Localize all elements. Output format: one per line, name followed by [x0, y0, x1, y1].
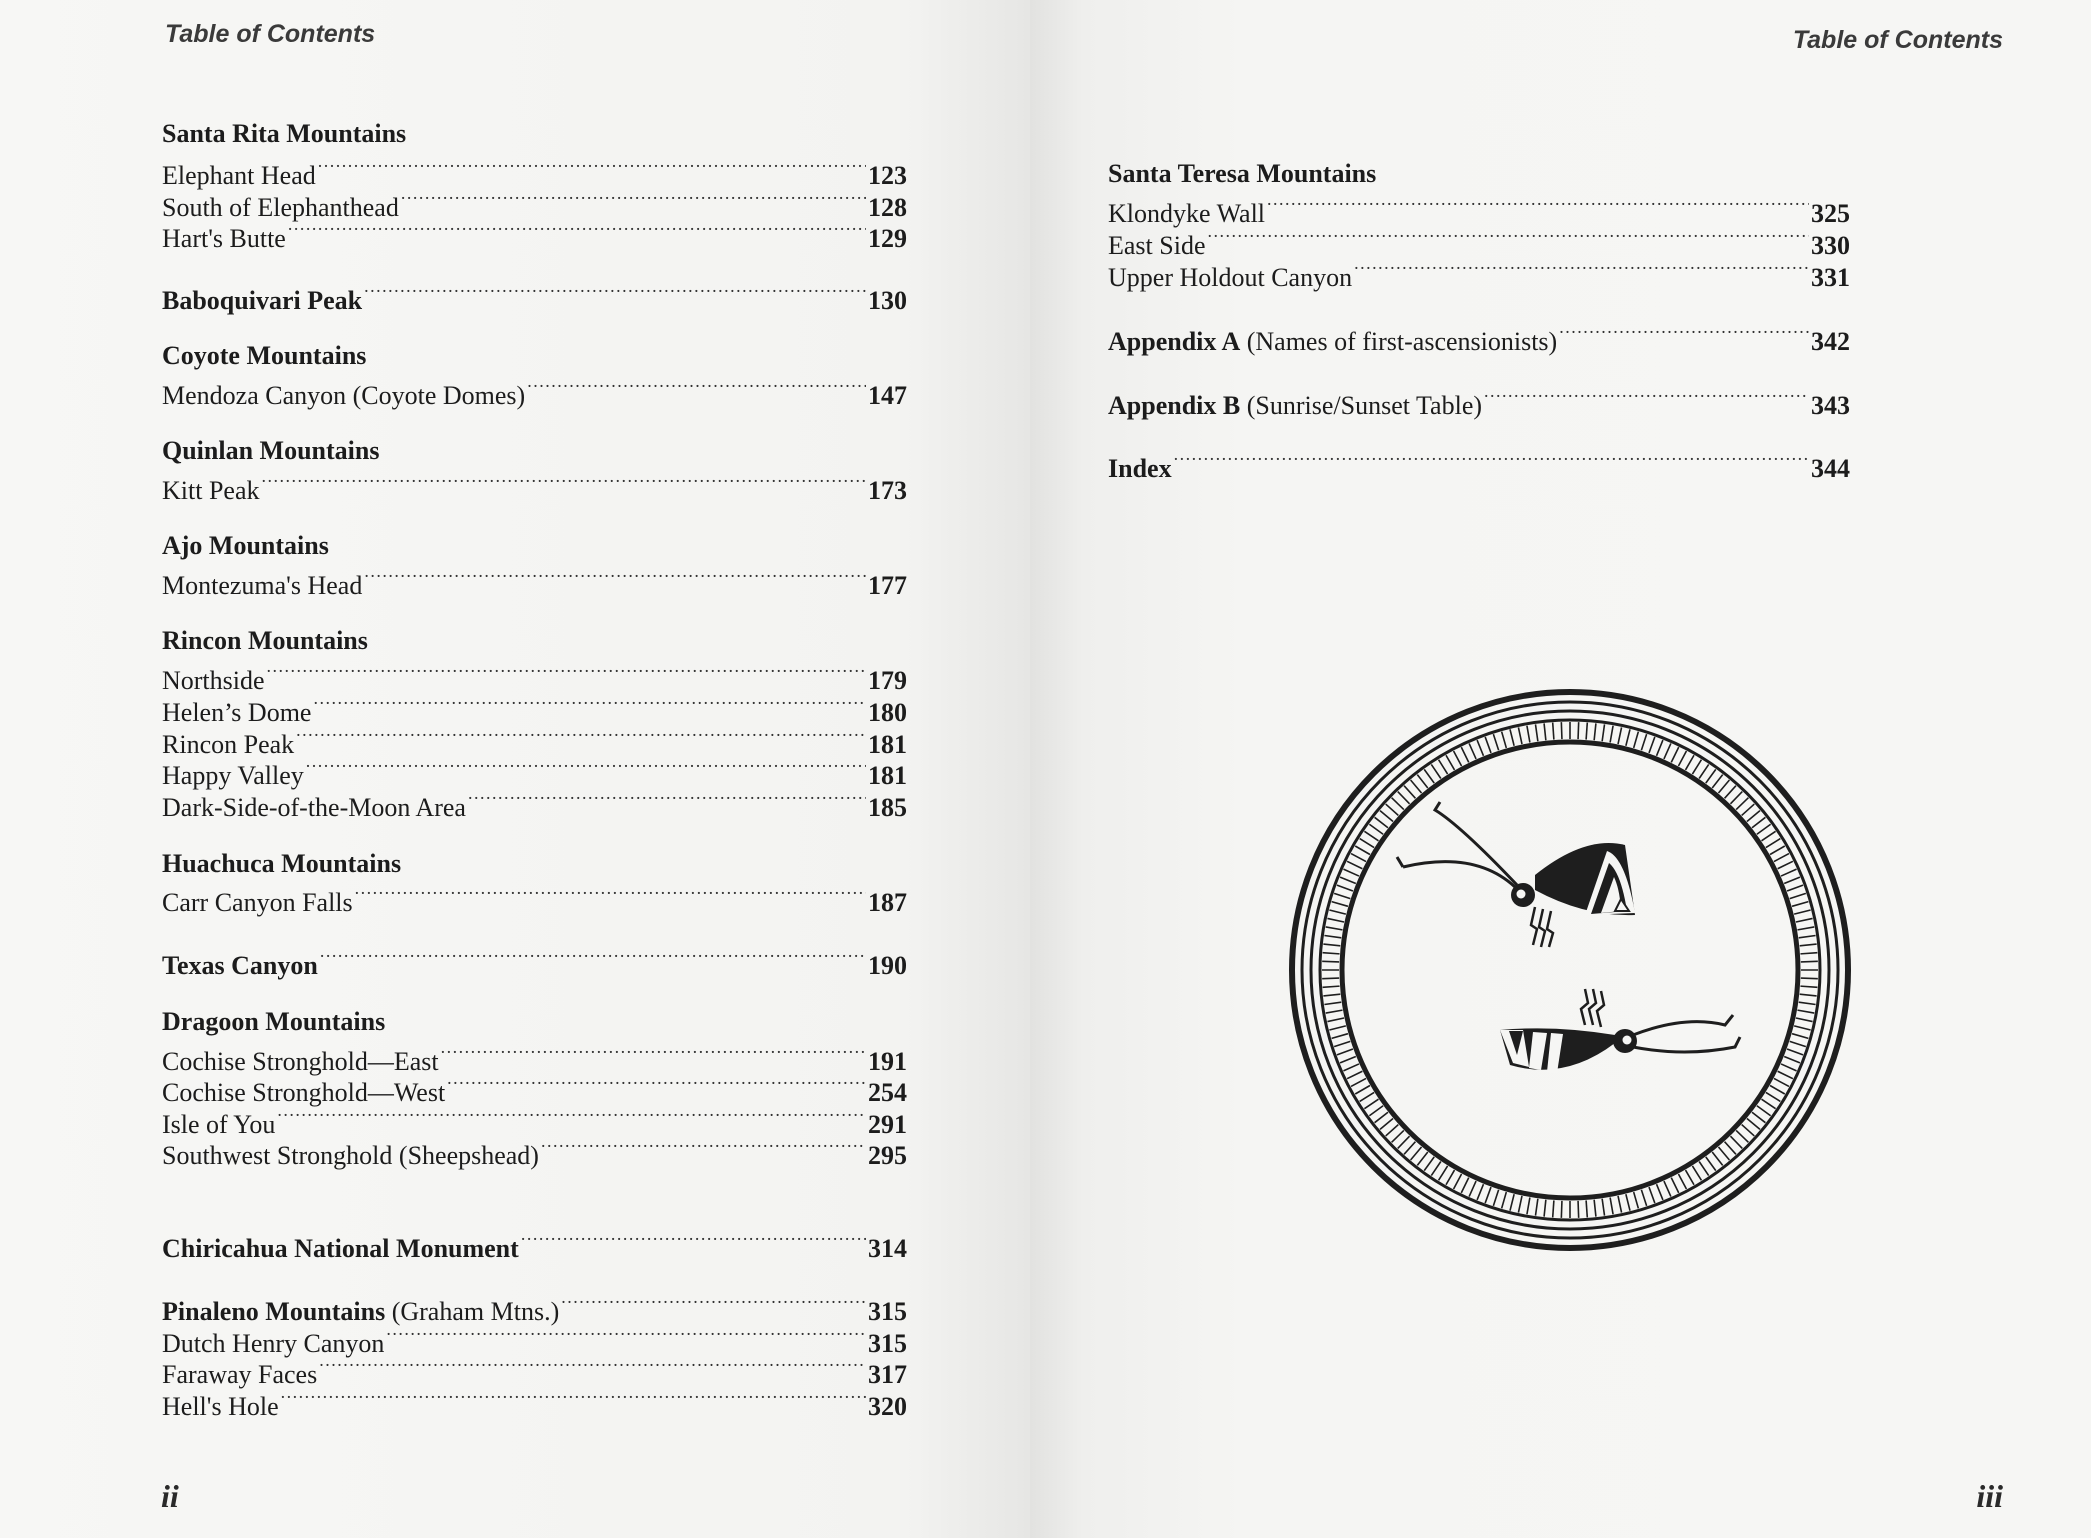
page-number: 128 — [868, 193, 907, 222]
hatch-line — [1411, 1147, 1422, 1160]
toc-entry: Helen’s Dome ..... 180 — [162, 689, 907, 729]
hatch-line — [1431, 1162, 1441, 1176]
page-number: 130 — [868, 286, 907, 315]
hatch-line — [1594, 723, 1596, 740]
hatch-line — [1800, 986, 1817, 987]
hatch-line — [1527, 726, 1530, 743]
toc-heading-entry: Texas Canyon ..... 190 — [162, 942, 907, 982]
hatch-line — [1329, 910, 1345, 914]
hatch-line — [1518, 1196, 1522, 1213]
toc-heading: Huachuca Mountains — [162, 849, 402, 878]
hatch-line — [1510, 1194, 1514, 1210]
hatch-line — [1355, 846, 1370, 855]
hatch-line — [1477, 740, 1483, 756]
toc-heading-entry: Pinaleno Mountains (Graham Mtns.) ..... 315 — [162, 1288, 907, 1328]
toc-heading-entry: Appendix A (Names of first-ascensionists) ..... 342 — [1108, 318, 1850, 358]
hatch-line — [1326, 927, 1343, 930]
hatch-line — [1770, 846, 1785, 855]
hatch-line — [1794, 1026, 1810, 1030]
page-number: 331 — [1811, 263, 1850, 292]
hatch-line — [1334, 1041, 1350, 1046]
toc-entry: Klondyke Wall ..... 325 — [1108, 190, 1850, 230]
hatch-line — [1485, 737, 1491, 753]
toc-entry: Isle of You ..... 291 — [162, 1101, 907, 1141]
toc-heading-entry: Index ..... 344 — [1108, 445, 1850, 485]
hatch-line — [1553, 723, 1554, 740]
hatch-line — [1398, 792, 1410, 804]
page-number: 187 — [868, 888, 907, 917]
toc-entry: Happy Valley ..... 181 — [162, 752, 907, 792]
hatch-line — [1736, 1130, 1748, 1142]
toc-entry: South of Elephanthead ..... 128 — [162, 184, 907, 224]
hatch-line — [1327, 1018, 1344, 1022]
hatch-line — [1718, 780, 1729, 793]
hatch-line — [1725, 1142, 1736, 1155]
hatch-line — [1518, 727, 1522, 744]
toc-entry: Cochise Stronghold—West ..... 254 — [162, 1069, 907, 1109]
page-number: 344 — [1811, 454, 1850, 483]
page-number: 147 — [868, 381, 907, 410]
hatch-line — [1502, 732, 1507, 748]
hatch-line — [1778, 1071, 1793, 1078]
hatch-line — [1762, 1099, 1776, 1109]
toc-entry: Faraway Faces ..... 317 — [162, 1351, 907, 1391]
page-number: 129 — [868, 224, 907, 253]
hatch-line — [1404, 1142, 1415, 1155]
hatch-line — [1510, 729, 1514, 745]
toc-heading-entry: Baboquivari Peak ..... 130 — [162, 277, 907, 317]
hatch-line — [1712, 1152, 1722, 1165]
hatch-line — [1794, 910, 1810, 914]
hatch-line — [1752, 1112, 1765, 1122]
hatch-line — [1699, 764, 1709, 778]
page-number: 181 — [868, 761, 907, 790]
hatch-line — [1553, 1200, 1554, 1217]
hatch-line — [1493, 1190, 1498, 1206]
hatch-line — [1375, 817, 1388, 827]
hatch-line — [1742, 804, 1755, 815]
hatch-line — [1329, 1026, 1345, 1030]
page-number: 190 — [868, 951, 907, 980]
hatched-band — [1322, 722, 1818, 1218]
hatch-line — [1671, 1178, 1678, 1193]
page-number: 181 — [868, 730, 907, 759]
hatch-line — [1692, 760, 1701, 774]
hatch-line — [1360, 839, 1374, 848]
toc-entry: Upper Holdout Canyon ..... 331 — [1108, 254, 1850, 294]
hatch-line — [1351, 854, 1366, 862]
insect-lower — [1500, 989, 1740, 1073]
running-head-right: Table of Contents — [1792, 26, 2003, 54]
hatch-line — [1386, 804, 1399, 815]
hatch-line — [1747, 811, 1760, 822]
hatch-line — [1544, 1200, 1546, 1217]
toc-heading-entry: Chiricahua National Monument ..... 314 — [162, 1225, 907, 1265]
hatch-line — [1337, 1049, 1353, 1055]
hatch-line — [1469, 743, 1476, 759]
hatch-line — [1801, 978, 1818, 979]
page-number: 177 — [868, 571, 907, 600]
hatch-line — [1649, 1187, 1655, 1203]
hatch-line — [1454, 1174, 1462, 1189]
hatch-line — [1323, 994, 1340, 996]
hatch-line — [1781, 1064, 1797, 1071]
page-number: 254 — [868, 1078, 907, 1107]
hatch-line — [1781, 869, 1797, 876]
page-number-footer: iii — [1976, 1478, 2003, 1514]
page-number: 179 — [868, 666, 907, 695]
hatch-line — [1712, 775, 1722, 788]
hatch-line — [1404, 786, 1415, 799]
hatch-line — [1454, 751, 1462, 766]
hatch-line — [1784, 877, 1800, 883]
toc-entry: Hell's Hole ..... 320 — [162, 1383, 907, 1423]
hatch-line — [1626, 729, 1630, 745]
toc-heading: Ajo Mountains — [162, 531, 329, 560]
hatch-line — [1578, 1201, 1579, 1218]
hatch-line — [1411, 780, 1422, 793]
hatch-line — [1364, 831, 1378, 841]
hatch-line — [1322, 961, 1339, 962]
hatch-line — [1800, 944, 1817, 946]
hatch-line — [1493, 734, 1498, 750]
hatch-line — [1801, 961, 1818, 962]
hatch-line — [1369, 824, 1383, 834]
hatch-line — [1730, 1136, 1742, 1148]
hatch-line — [1799, 1002, 1816, 1004]
hatch-line — [1618, 727, 1622, 744]
hatch-line — [1337, 885, 1353, 891]
toc-heading-entry: Appendix B (Sunrise/Sunset Table) ..... 343 — [1108, 382, 1850, 422]
hatch-line — [1787, 1049, 1803, 1055]
hatch-line — [1602, 1199, 1604, 1216]
hatch-line — [1347, 861, 1362, 868]
hatch-line — [1386, 1125, 1399, 1136]
hatch-line — [1324, 1002, 1341, 1004]
insect-upper — [1397, 802, 1635, 947]
hatch-line — [1770, 1086, 1785, 1095]
hatch-line — [1725, 786, 1736, 799]
hatch-line — [1375, 1112, 1388, 1122]
hatch-line — [1561, 1201, 1562, 1218]
hatch-line — [1797, 1010, 1814, 1013]
toc-entry: Dutch Henry Canyon ..... 315 — [162, 1320, 907, 1360]
hatch-line — [1364, 1099, 1378, 1109]
toc-heading: Quinlan Mountains — [162, 436, 380, 465]
hatch-line — [1323, 986, 1340, 987]
hatch-line — [1392, 798, 1404, 810]
hatch-line — [1446, 755, 1455, 770]
toc-entry: Carr Canyon Falls ..... 187 — [162, 879, 907, 919]
hatch-line — [1469, 1181, 1476, 1197]
page-number: 191 — [868, 1047, 907, 1076]
hatch-line — [1766, 1092, 1780, 1101]
page-number: 185 — [868, 793, 907, 822]
hatch-line — [1762, 831, 1776, 841]
hatch-line — [1718, 1147, 1729, 1160]
hatch-line — [1527, 1197, 1530, 1214]
hatch-line — [1544, 723, 1546, 740]
hatch-line — [1461, 747, 1468, 762]
hatch-line — [1369, 1106, 1383, 1116]
hatch-line — [1610, 1197, 1613, 1214]
hatch-line — [1439, 760, 1448, 774]
toc-entry: Mendoza Canyon (Coyote Domes) ..... 147 — [162, 372, 907, 412]
hatch-line — [1343, 1064, 1359, 1071]
page-number: 317 — [868, 1360, 907, 1389]
hatch-line — [1766, 839, 1780, 848]
hatch-line — [1392, 1130, 1404, 1142]
hatch-line — [1431, 764, 1441, 778]
hatch-line — [1561, 722, 1562, 739]
hatch-line — [1324, 935, 1341, 937]
hatch-line — [1706, 1157, 1716, 1171]
page-number: 314 — [868, 1234, 907, 1263]
toc-entry: Hart's Butte ..... 129 — [162, 215, 907, 255]
toc-entry: Southwest Stronghold (Sheepshead) ..... 295 — [162, 1132, 907, 1172]
hatch-line — [1792, 902, 1808, 907]
hatch-line — [1594, 1200, 1596, 1217]
hatch-line — [1664, 743, 1671, 759]
hatch-line — [1706, 769, 1716, 783]
hatch-line — [1380, 1118, 1393, 1129]
page-number: 343 — [1811, 391, 1850, 420]
hatch-line — [1752, 817, 1765, 827]
hatch-line — [1323, 944, 1340, 946]
page-number: 325 — [1811, 199, 1850, 228]
hatch-line — [1699, 1162, 1709, 1176]
mimbres-bowl-illustration — [1285, 685, 1855, 1255]
hatch-line — [1757, 1106, 1771, 1116]
toc-entry: Elephant Head ..... 123 — [162, 152, 907, 192]
hatch-line — [1340, 1057, 1356, 1063]
hatch-line — [1657, 1184, 1663, 1200]
hatch-line — [1502, 1192, 1507, 1208]
page-number: 123 — [868, 161, 907, 190]
hatch-line — [1586, 1200, 1587, 1217]
toc-heading: Rincon Mountains — [162, 626, 368, 655]
hatch-line — [1784, 1057, 1800, 1063]
hatch-line — [1774, 1078, 1789, 1086]
hatch-line — [1790, 1041, 1806, 1046]
hatch-line — [1327, 918, 1344, 922]
hatch-line — [1671, 747, 1678, 762]
hatch-line — [1334, 893, 1350, 898]
hatch-line — [1796, 918, 1813, 922]
hatch-line — [1343, 869, 1359, 876]
page-number: 342 — [1811, 327, 1850, 356]
hatch-line — [1322, 978, 1339, 979]
hatch-line — [1477, 1184, 1483, 1200]
toc-entry: Rincon Peak ..... 181 — [162, 721, 907, 761]
hatch-line — [1351, 1078, 1366, 1086]
hatch-line — [1686, 755, 1695, 770]
hatch-line — [1326, 1010, 1343, 1013]
hatch-line — [1417, 775, 1427, 788]
hatch-line — [1736, 798, 1748, 810]
hatch-line — [1332, 902, 1348, 907]
hatch-line — [1360, 1092, 1374, 1101]
hatch-line — [1678, 1174, 1686, 1189]
toc-entry: Northside ..... 179 — [162, 657, 907, 697]
hatch-line — [1649, 737, 1655, 753]
hatch-line — [1535, 1199, 1537, 1216]
hatch-line — [1792, 1034, 1808, 1039]
toc-heading: Dragoon Mountains — [162, 1007, 386, 1036]
page-number: 330 — [1811, 231, 1850, 260]
hatch-line — [1634, 732, 1639, 748]
hatch-line — [1742, 1125, 1755, 1136]
hatch-line — [1380, 811, 1393, 822]
hatch-line — [1634, 1192, 1639, 1208]
hatch-line — [1398, 1136, 1410, 1148]
page-number-footer: ii — [161, 1478, 179, 1514]
hatch-line — [1797, 927, 1814, 930]
toc-entry: Kitt Peak ..... 173 — [162, 467, 907, 507]
page-number: 173 — [868, 476, 907, 505]
toc-entry: Cochise Stronghold—East ..... 191 — [162, 1038, 907, 1078]
hatch-line — [1747, 1118, 1760, 1129]
page-number: 315 — [868, 1297, 907, 1326]
hatch-line — [1417, 1152, 1427, 1165]
hatch-line — [1778, 861, 1793, 868]
hatch-line — [1535, 724, 1537, 741]
hatch-line — [1424, 769, 1434, 783]
hatch-line — [1757, 824, 1771, 834]
hatch-line — [1461, 1178, 1468, 1193]
hatch-line — [1678, 751, 1686, 766]
hatch-line — [1800, 953, 1817, 954]
hatch-line — [1424, 1157, 1434, 1171]
hatch-line — [1439, 1166, 1448, 1180]
left-page — [0, 0, 1030, 1538]
page-number: 320 — [868, 1392, 907, 1421]
hatch-line — [1347, 1071, 1362, 1078]
hatch-line — [1610, 726, 1613, 743]
page-number: 295 — [868, 1141, 907, 1170]
hatch-line — [1796, 1018, 1813, 1022]
hatch-line — [1774, 854, 1789, 862]
hatch-line — [1664, 1181, 1671, 1197]
hatch-line — [1787, 885, 1803, 891]
toc-heading: Santa Rita Mountains — [162, 119, 407, 148]
bowl-rings — [1292, 692, 1848, 1248]
hatch-line — [1446, 1170, 1455, 1185]
hatch-line — [1340, 877, 1356, 883]
hatch-line — [1790, 893, 1806, 898]
hatch-line — [1355, 1086, 1370, 1095]
toc-heading: Coyote Mountains — [162, 341, 367, 370]
hatch-line — [1641, 734, 1646, 750]
hatch-line — [1586, 723, 1587, 740]
toc-entry: Montezuma's Head ..... 177 — [162, 562, 907, 602]
page-number: 315 — [868, 1329, 907, 1358]
hatch-line — [1799, 935, 1816, 937]
hatch-line — [1578, 722, 1579, 739]
hatch-line — [1657, 740, 1663, 756]
toc-entry: Dark-Side-of-the-Moon Area ..... 185 — [162, 784, 907, 824]
hatch-line — [1332, 1034, 1348, 1039]
page-number: 291 — [868, 1110, 907, 1139]
hatch-line — [1641, 1190, 1646, 1206]
hatch-line — [1618, 1196, 1622, 1213]
hatch-line — [1323, 953, 1340, 954]
hatch-line — [1692, 1166, 1701, 1180]
hatch-line — [1485, 1187, 1491, 1203]
running-head-left: Table of Contents — [165, 20, 376, 48]
hatch-line — [1602, 724, 1604, 741]
toc-heading: Santa Teresa Mountains — [1108, 159, 1377, 188]
page-number: 180 — [868, 698, 907, 727]
toc-entry: East Side ..... 330 — [1108, 222, 1850, 262]
hatch-line — [1626, 1194, 1630, 1210]
hatch-line — [1686, 1170, 1695, 1185]
hatch-line — [1730, 792, 1742, 804]
hatch-line — [1800, 994, 1817, 996]
